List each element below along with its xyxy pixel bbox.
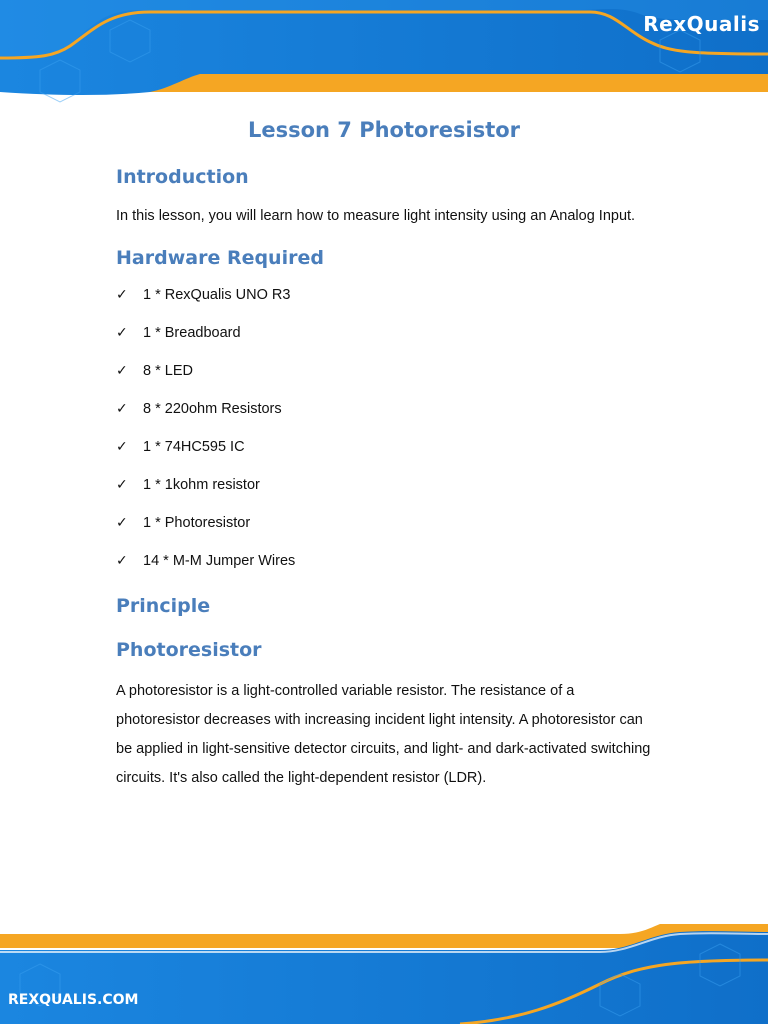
check-icon: ✓ bbox=[116, 515, 128, 531]
check-icon: ✓ bbox=[116, 553, 128, 569]
list-item: ✓ 14 * M-M Jumper Wires bbox=[116, 549, 656, 587]
list-item: ✓ 1 * Breadboard bbox=[116, 321, 656, 359]
principle-heading: Principle bbox=[116, 595, 211, 617]
page-header bbox=[0, 0, 768, 104]
list-item: ✓ 1 * RexQualis UNO R3 bbox=[116, 283, 656, 321]
document-body bbox=[116, 110, 656, 793]
list-item: ✓ 1 * Photoresistor bbox=[116, 511, 656, 549]
list-item: ✓ 8 * 220ohm Resistors bbox=[116, 397, 656, 435]
photoresistor-text: A photoresistor is a light-controlled variable resistor. The resistance of a photoresistor decreases with increasing incident light intensity. A photoresistor can be applied in light-sensitive detector circuits, and light- and dark-activated switching circuits. It's also called the light-dependent resistor (LDR). bbox=[116, 683, 651, 786]
list-item: ✓ 8 * LED bbox=[116, 359, 656, 397]
page-title: Lesson 7 Photoresistor bbox=[247, 118, 521, 142]
hardware-heading: Hardware Required bbox=[116, 247, 324, 269]
check-icon: ✓ bbox=[116, 287, 128, 303]
check-icon: ✓ bbox=[116, 477, 128, 493]
introduction-heading: Introduction bbox=[116, 166, 249, 188]
hardware-list bbox=[116, 283, 656, 587]
site-url: REXQUALIS.COM bbox=[8, 992, 139, 1008]
check-icon: ✓ bbox=[116, 439, 128, 455]
footer-banner bbox=[0, 924, 768, 1024]
check-icon: ✓ bbox=[116, 363, 128, 379]
brand-logo: RexQualis bbox=[643, 12, 760, 36]
list-item: ✓ 1 * 74HC595 IC bbox=[116, 435, 656, 473]
page-footer bbox=[0, 924, 768, 1024]
introduction-text: In this lesson, you will learn how to measure light intensity using an Analog Input. bbox=[116, 208, 636, 224]
list-item: ✓ 1 * 1kohm resistor bbox=[116, 473, 656, 511]
photoresistor-heading: Photoresistor bbox=[116, 639, 262, 661]
check-icon: ✓ bbox=[116, 325, 128, 341]
check-icon: ✓ bbox=[116, 401, 128, 417]
